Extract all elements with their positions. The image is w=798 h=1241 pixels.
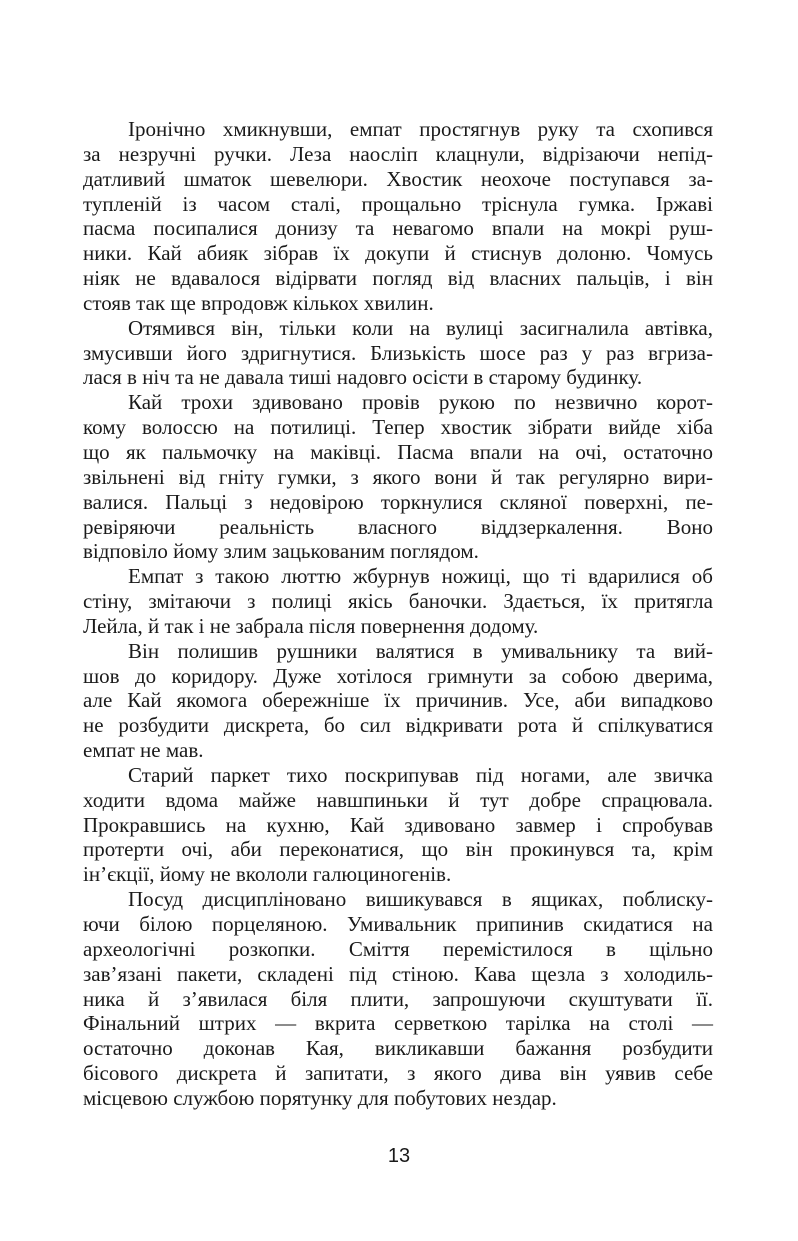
text-line: не розбудити дискрета, бо сил відкривати рота й спілкуватися [83,713,713,738]
text-line: кому волоссю на потилиці. Тепер хвостик зібрати вийде хіба [83,415,713,440]
text-line: емпат не мав. [83,738,204,763]
page-number: 13 [387,1145,411,1167]
text-line: шов до коридору. Дуже хотілося гримнути за собою дверима, [83,663,713,688]
text-line: ніяк не вдавалося відірвати погляд від власних пальців, і він [83,266,713,291]
text-line: за незручні ручки. Леза наосліп клацнули, відрізаючи непід- [83,141,713,166]
text-line: остаточно доконав Кая, викликавши бажання розбудити [83,1036,713,1061]
text-line: ючи білою порцеляною. Умивальник припинив скидатися на [83,912,713,936]
text-line: ники. Кай абияк зібрав їх докупи й стиснув долоню. Чомусь [83,241,713,266]
text-line: місцевою службою порятунку для побутових нездар. [83,1085,557,1110]
text-line: Фінальний штрих — вкрита серветкою тарілка на столі — [83,1011,713,1036]
text-line: лася в ніч та не давала тиші надовго осісти в старому будинку. [83,365,643,390]
paragraph [83,390,713,564]
text-line: Посуд дисципліновано вишикувався в ящиках, поблиску- [128,887,713,912]
text-line: відповіло йому злим зацькованим поглядом. [83,539,479,564]
text-line: зав’язані пакети, складені під стіною. Кава щезла з холодиль- [83,961,713,986]
text-line: пасма посипалися донизу та невагомо впали на мокрі руш- [83,216,713,241]
text-line: Емпат з такою люттю жбурнув ножиці, що ті вдарилися об [128,564,713,589]
text-line: протерти очі, аби переконатися, що він прокинувся та, крім [83,837,713,862]
text-line: але Кай якомога обережніше їх причинив. Усе, аби випадково [83,688,713,713]
paragraph [83,639,713,763]
paragraph [83,763,713,887]
paragraph [83,117,713,316]
text-line: ревіряючи реальність власного віддзеркалення. Воно [83,514,713,539]
text-line: звільнені від гніту гумки, з якого вони й так регулярно вири- [83,464,713,489]
text-line: археологічні розкопки. Сміття перемістилося в щільно [83,936,713,961]
text-line: Іронічно хмикнувши, емпат простягнув руку та схопився [128,117,713,141]
text-line: датливий шматок шевелюри. Хвостик неохоче поступався за- [83,166,713,191]
text-line: бісового дискрета й запитати, з якого дива він уявив себе [83,1061,713,1086]
text-line: валися. Пальці з недовірою торкнулися скляної поверхні, пе- [83,489,713,514]
text-line: ника й з’явилася біля плити, запрошуючи скуштувати її. [83,986,713,1011]
text-line: тупленій із часом сталі, прощально тріснула гумка. Іржаві [83,191,713,216]
text-line: Кай трохи здивовано провів рукою по незвично корот- [128,390,713,415]
text-line: що як пальмочку на маківці. Пасма впали на очі, остаточно [83,439,713,464]
text-line: Прокравшись на кухню, Кай здивовано завмер і спробував [83,812,713,837]
text-line: стояв так ще впродовж кількох хвилин. [83,290,434,315]
text-line: Лейла, й так і не забрала після повернення додому. [83,613,539,638]
text-line: змусивши його здригнутися. Близькість шосе раз у раз вгриза- [83,340,713,365]
text-line: Старий паркет тихо поскрипував під ногами, але звичка [128,762,713,787]
paragraph [83,564,713,639]
text-line: ходити вдома майже навшпиньки й тут добре спрацювала. [83,787,713,812]
text-line: Він полишив рушники валятися в умивальнику та вий- [128,638,713,663]
paragraph [83,887,713,1111]
text-line: ін’єкції, йому не вкололи галюциногенів. [83,862,452,887]
paragraph [83,316,713,391]
text-line: стіну, змітаючи з полиці якісь баночки. Здається, їх притягла [83,589,713,614]
body-text [83,117,713,1111]
text-line: Отямився він, тільки коли на вулиці засигналила автівка, [128,315,713,340]
